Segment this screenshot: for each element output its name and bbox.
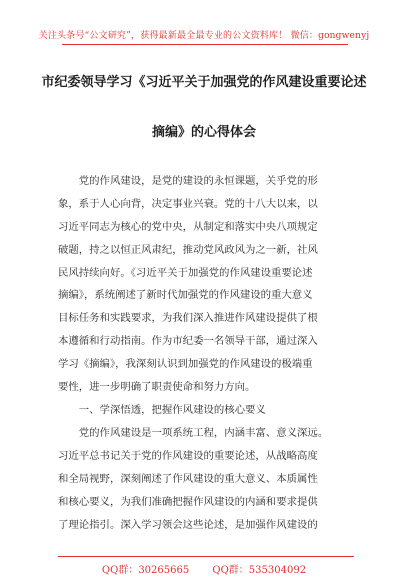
body-line: 了理论指引。深入学习领会这些论述，是加强作风建设的 xyxy=(58,519,318,531)
footer xyxy=(0,561,408,576)
document-title-line-1: 市纪委领导学习《习近平关于加强党的作风建设重要论述 xyxy=(41,75,367,90)
footer-qq-group-2: QQ群：535304092 xyxy=(212,565,307,576)
body-line: 象，系于人心向背，决定事业兴衰。党的十八大以来，以 xyxy=(58,198,318,210)
section-heading: 一、学深悟透，把握作风建设的核心要义 xyxy=(58,404,266,416)
body-line: 习近平总书记关于党的作风建设的重要论述，从战略高度 xyxy=(58,450,318,462)
body-line: 党的作风建设，是党的建设的永恒课题，关乎党的形 xyxy=(58,175,318,187)
header-divider xyxy=(62,44,348,45)
body-line: 破题，持之以恒正风肃纪，推动党风政风为之一新，社风 xyxy=(58,244,318,256)
document-title-line-2: 摘编》的心得体会 xyxy=(151,125,256,140)
body-line: 摘编》，系统阐述了新时代加强党的作风建设的重大意义 xyxy=(58,289,313,301)
body-line: 学习《摘编》，我深刻认识到加强党的作风建设的极端重 xyxy=(58,358,313,370)
body-line: 目标任务和实践要求，为我们深入推进作风建设提供了根 xyxy=(58,312,318,324)
body-line: 本遵循和行动指南。作为市纪委一名领导干部，通过深入 xyxy=(58,335,318,347)
header-note: 关注头条号“公文研究”，获得最新最全最专业的公文资料库！ 微信：gongwenyj xyxy=(38,31,370,41)
body-line: 民风持续向好。《习近平关于加强党的作风建设重要论述 xyxy=(58,267,313,279)
body-line: 党的作风建设是一项系统工程，内涵丰富、意义深远。 xyxy=(58,427,329,439)
body-line: 习近平同志为核心的党中央，从制定和落实中央八项规定 xyxy=(58,221,318,233)
body-line: 和全局视野，深刻阐述了作风建设的重大意义、本质属性 xyxy=(58,473,318,485)
body-line: 和核心要义，为我们准确把握作风建设的内涵和要求提供 xyxy=(58,496,318,508)
body-line: 要性，进一步明确了职责使命和努力方向。 xyxy=(58,381,256,393)
footer-divider xyxy=(58,556,354,557)
footer-qq-group-1: QQ群：30265665 xyxy=(101,565,190,576)
